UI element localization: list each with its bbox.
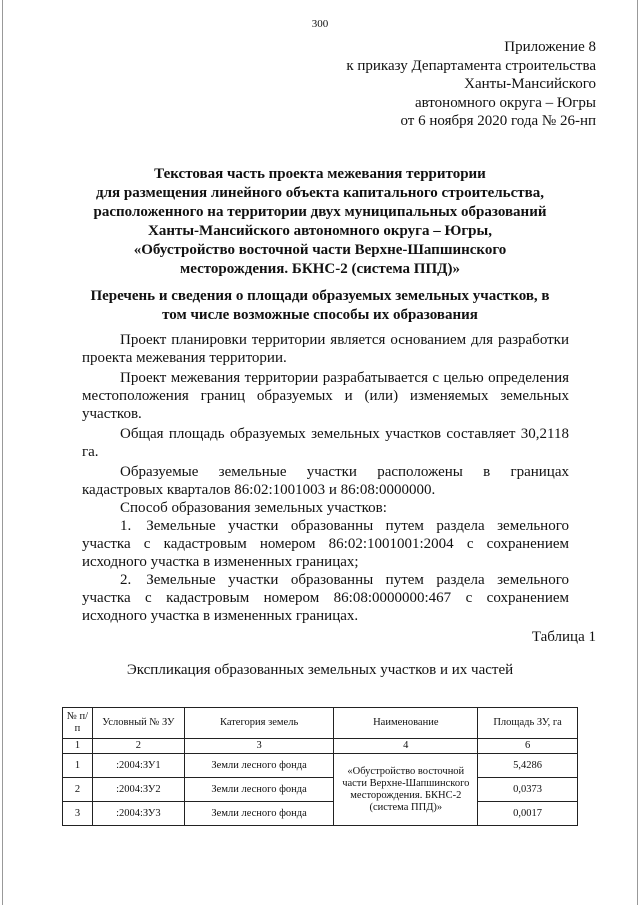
title-line: расположенного на территории двух муниципальных образований <box>93 204 547 220</box>
scan-edge-left <box>2 0 3 905</box>
title-line: для размещения линейного объекта капитального строительства, <box>96 185 544 201</box>
cell-name-merged: «Обустройство восточной части Верхне-Шапшинского месторождения. БКНС-2 (система ППД)» <box>334 754 478 826</box>
appendix-line: Приложение 8 <box>504 39 596 55</box>
paragraph: Способ образования земельных участков: <box>120 500 387 516</box>
section-heading <box>60 287 580 324</box>
cell-num: 2 <box>63 778 93 802</box>
table-number: Таблица 1 <box>531 629 596 645</box>
list-item: 1. Земельные участки образованны путем раздела земельного участка с кадастровым номером 86:02:1001001:2004 с сохранением исходного участка в измененных границах; <box>82 518 569 570</box>
title-line: Текстовая часть проекта межевания территории <box>154 166 486 182</box>
table-title: Экспликация образованных земельных участков и их частей <box>126 662 514 678</box>
cell-area: 5,4286 <box>478 754 578 778</box>
paragraph: Образуемые земельные участки расположены в границах кадастровых кварталов 86:02:1001003 и 86:08:0000000. <box>82 464 569 498</box>
title-line: «Обустройство восточной части Верхне-Шапшинского <box>133 242 507 258</box>
cell-category: Земли лесного фонда <box>184 778 334 802</box>
cell-conditional-number: :2004:ЗУ3 <box>92 802 184 826</box>
header-conditional-number: Условный № ЗУ <box>92 708 184 739</box>
list-item: 2. Земельные участки образованны путем раздела земельного участка с кадастровым номером 86:08:0000000:467 с сохранением исходного участка в измененных границах. <box>82 572 569 624</box>
column-index: 4 <box>334 739 478 754</box>
paragraph: Общая площадь образуемых земельных участков составляет 30,2118 га. <box>82 426 569 460</box>
header-area: Площадь ЗУ, га <box>478 708 578 739</box>
column-index-row <box>63 739 578 754</box>
cell-num: 1 <box>63 754 93 778</box>
cell-area: 0,0017 <box>478 802 578 826</box>
table-row <box>63 778 578 802</box>
header-category: Категория земель <box>184 708 334 739</box>
appendix-block <box>236 38 596 131</box>
header-num: № п/п <box>63 708 93 739</box>
subtitle-line: том числе возможные способы их образования <box>162 306 478 323</box>
subtitle-line: Перечень и сведения о площади образуемых земельных участков, в <box>90 288 550 304</box>
body-text <box>82 331 569 625</box>
table-row <box>63 802 578 826</box>
paragraph: Проект межевания территории разрабатывается с целью определения местоположения границ образуемых и (или) изменяемых земельных участков. <box>82 370 569 422</box>
table-header-row <box>63 708 578 739</box>
header-name: Наименование <box>334 708 478 739</box>
cell-area: 0,0373 <box>478 778 578 802</box>
column-index: 6 <box>478 739 578 754</box>
page-number: 300 <box>311 18 329 30</box>
table-row <box>63 754 578 778</box>
document-title <box>60 165 580 279</box>
appendix-line: Ханты-Мансийского <box>464 76 596 92</box>
explication-table <box>62 707 578 826</box>
column-index: 3 <box>184 739 334 754</box>
title-line: Ханты-Мансийского автономного округа – Югры, <box>148 223 492 239</box>
column-index: 1 <box>63 739 93 754</box>
appendix-line: от 6 ноября 2020 года № 26-нп <box>400 113 596 129</box>
cell-category: Земли лесного фонда <box>184 802 334 826</box>
cell-category: Земли лесного фонда <box>184 754 334 778</box>
paragraph: Проект планировки территории является основанием для разработки проекта межевания территории. <box>82 332 569 366</box>
cell-conditional-number: :2004:ЗУ1 <box>92 754 184 778</box>
cell-num: 3 <box>63 802 93 826</box>
column-index: 2 <box>92 739 184 754</box>
cell-conditional-number: :2004:ЗУ2 <box>92 778 184 802</box>
scan-edge-right <box>637 0 638 905</box>
appendix-line: к приказу Департамента строительства <box>346 57 596 74</box>
title-line: месторождения. БКНС-2 (система ППД)» <box>180 261 460 277</box>
appendix-line: автономного округа – Югры <box>414 94 596 111</box>
